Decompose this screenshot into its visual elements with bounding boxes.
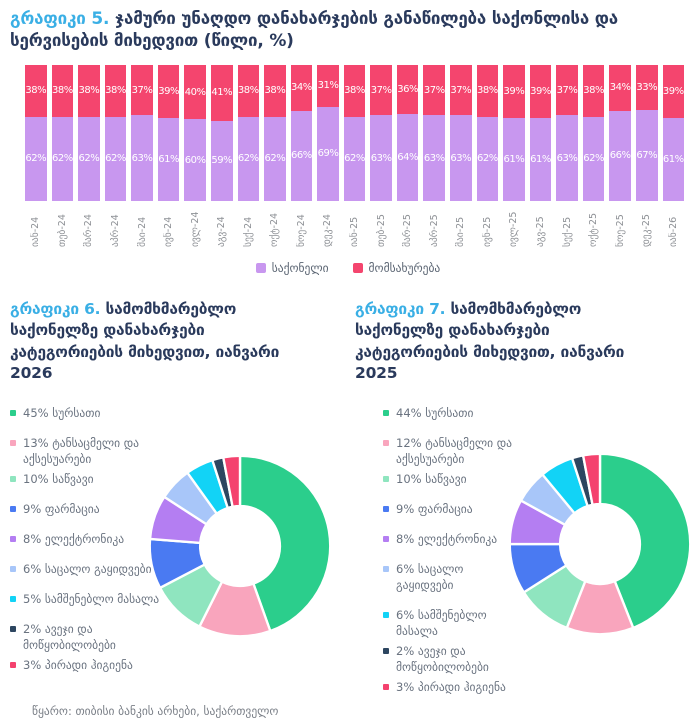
- segment-goods: [105, 117, 127, 201]
- segment-goods: [291, 111, 313, 201]
- segment-value-label: 37%: [370, 84, 392, 96]
- legend-swatch-services: [353, 263, 363, 273]
- segment-services: [423, 65, 445, 115]
- legend-label-clothing: 12% ტანსაცმელი და აქსესუარები: [396, 435, 512, 466]
- legend-swatch-hygiene: [383, 684, 389, 690]
- x-axis-label: ივნ-25: [481, 216, 493, 247]
- bar-stack: [238, 65, 260, 201]
- segment-value-label: 62%: [264, 153, 286, 165]
- bar-stack: [423, 65, 445, 201]
- segment-services: [663, 65, 685, 118]
- x-axis-label: აგვ-24: [216, 216, 228, 247]
- x-axis-label: ივნ-24: [163, 216, 175, 247]
- x-axis-tick: [344, 201, 366, 247]
- legend-swatch-electronics: [10, 536, 16, 542]
- legend-label-electronics: 8% ელექტრონიკა: [23, 531, 125, 546]
- segment-goods: [184, 119, 206, 201]
- segment-goods: [211, 121, 233, 201]
- segment-value-label: 59%: [211, 155, 233, 167]
- bar-column-თებ-24: [52, 65, 74, 247]
- x-axis-label: მარ-24: [83, 214, 95, 247]
- segment-services: [52, 65, 74, 117]
- x-axis-label: თებ-24: [56, 214, 68, 247]
- legend-item-services: [353, 261, 441, 275]
- segment-value-label: 63%: [450, 152, 472, 164]
- segment-value-label: 37%: [131, 84, 153, 96]
- segment-services: [238, 65, 260, 117]
- bar-stack: [158, 65, 180, 201]
- legend-item-goods: [256, 261, 329, 275]
- bar-column-მარ-25: [397, 65, 419, 247]
- legend-label-fuel: 10% საწვავი: [23, 471, 94, 486]
- legend-label-pharmacy: 9% ფარმაცია: [396, 501, 473, 516]
- legend-label-furniture: 2% ავეჯი და მოწყობილობები: [23, 621, 116, 652]
- bar-stack: [663, 65, 685, 201]
- segment-value-label: 64%: [397, 151, 419, 163]
- legend-label-hygiene: 3% პირადი ჰიგიენა: [396, 679, 506, 694]
- legend-swatch-electronics: [383, 536, 389, 542]
- x-axis-tick: [609, 201, 631, 247]
- segment-value-label: 62%: [344, 153, 365, 165]
- segment-value-label: 62%: [78, 153, 100, 165]
- x-axis-label: თებ-25: [375, 214, 387, 247]
- segment-goods: [423, 115, 445, 201]
- x-axis-tick: [477, 201, 499, 247]
- x-axis-label: მარ-25: [402, 214, 414, 247]
- segment-goods: [556, 115, 578, 201]
- bar-stack: [397, 65, 419, 201]
- bar-column-აპრ-24: [105, 65, 127, 247]
- segment-services: [78, 65, 100, 117]
- segment-value-label: 31%: [317, 80, 339, 92]
- segment-value-label: 61%: [662, 153, 684, 165]
- segment-goods: [344, 117, 366, 201]
- graph7-title-text: სამომხმარებლო საქონელზე დანახარჯები კატეგორიების მიხედვით, იანვარი 2025: [355, 299, 625, 382]
- segment-goods: [370, 115, 392, 201]
- segment-value-label: 37%: [556, 84, 578, 96]
- x-axis-tick: [397, 201, 419, 247]
- bar-stack: [370, 65, 392, 201]
- segment-services: [583, 65, 605, 117]
- bar-column-ოქტ-24: [264, 65, 286, 247]
- bar-column-მარ-24: [78, 65, 100, 247]
- segment-value-label: 38%: [78, 85, 100, 97]
- x-axis-tick: [636, 201, 658, 247]
- legend-swatch-hygiene: [10, 662, 16, 668]
- x-axis-label: აგვ-25: [534, 216, 546, 247]
- segment-value-label: 38%: [264, 85, 286, 97]
- x-axis-tick: [238, 201, 260, 247]
- segment-services: [211, 65, 233, 121]
- segment-value-label: 67%: [636, 149, 658, 161]
- segment-value-label: 40%: [184, 86, 206, 98]
- segment-goods: [609, 111, 631, 201]
- graph6-title: [10, 299, 282, 393]
- segment-value-label: 63%: [423, 152, 445, 164]
- x-axis-tick: [211, 201, 233, 247]
- report-page: [0, 8, 696, 727]
- x-axis-tick: [503, 201, 525, 247]
- x-axis-tick: [530, 201, 552, 247]
- x-axis-label: მაი-24: [136, 216, 148, 247]
- x-axis-tick: [663, 201, 685, 247]
- bar-stack: [317, 65, 339, 201]
- segment-goods: [78, 117, 100, 201]
- segment-value-label: 66%: [291, 150, 312, 162]
- x-axis-label: ივლ-25: [508, 211, 520, 247]
- graph6-title-number: გრაფიკი 6.: [10, 299, 101, 318]
- segment-goods: [663, 118, 685, 201]
- legend-label-construction: 5% სამშენებლო მასალა: [23, 591, 160, 606]
- bar-column-ივლ-24: [184, 65, 206, 247]
- legend-item-electronics: [383, 531, 515, 547]
- segment-value-label: 62%: [51, 153, 73, 165]
- legend-swatch-fuel: [10, 476, 16, 482]
- segment-services: [503, 65, 525, 118]
- bar-stack: [78, 65, 100, 201]
- legend-swatch-clothing: [383, 440, 389, 446]
- legend-swatch-pharmacy: [10, 506, 16, 512]
- x-axis-label: სექ-25: [561, 216, 573, 247]
- segment-goods: [52, 117, 74, 201]
- segment-value-label: 41%: [211, 87, 233, 99]
- legend-label-clothing: 13% ტანსაცმელი და აქსესუარები: [23, 435, 139, 466]
- legend-swatch-furniture: [383, 648, 389, 654]
- segment-value-label: 62%: [237, 153, 259, 165]
- bar-stack: [450, 65, 472, 201]
- segment-services: [131, 65, 153, 115]
- segment-value-label: 39%: [662, 85, 684, 97]
- bar-stack: [105, 65, 127, 201]
- legend-swatch-fuel: [383, 476, 389, 482]
- bar-stack: [556, 65, 578, 201]
- legend-label-fuel: 10% საწვავი: [396, 471, 467, 486]
- x-axis-label: ნოე-24: [295, 214, 307, 247]
- segment-value-label: 39%: [530, 85, 551, 97]
- segment-services: [158, 65, 180, 118]
- segment-value-label: 38%: [476, 85, 498, 97]
- segment-goods: [317, 107, 339, 201]
- graph7-chart-area: [355, 405, 686, 694]
- legend-label-retail: 6% საცალო გაყიდვები: [23, 561, 152, 576]
- legend-label-retail: 6% საცალო გაყიდვები: [396, 561, 464, 592]
- bar-column-თებ-25: [370, 65, 392, 247]
- legend-swatch-goods: [256, 263, 266, 273]
- segment-value-label: 39%: [503, 85, 525, 97]
- x-axis-label: ოქტ-24: [269, 212, 281, 247]
- x-axis-tick: [583, 201, 605, 247]
- legend-label-pharmacy: 9% ფარმაცია: [23, 501, 100, 516]
- graph7-donut-chart: [505, 449, 695, 639]
- segment-value-label: 36%: [397, 83, 419, 95]
- legend-label-construction: 6% სამშენებლო მასალა: [396, 607, 487, 638]
- segment-services: [264, 65, 286, 117]
- segment-value-label: 38%: [105, 85, 126, 97]
- x-axis-label: იან-26: [667, 216, 679, 247]
- segment-services: [184, 65, 206, 119]
- segment-goods: [131, 115, 153, 201]
- segment-value-label: 34%: [291, 82, 312, 94]
- bar-chart-legend: [0, 261, 696, 275]
- x-axis-tick: [317, 201, 339, 247]
- bar-column-აგვ-24: [211, 65, 233, 247]
- segment-services: [317, 65, 339, 107]
- x-axis-tick: [423, 201, 445, 247]
- graph5-title-text: ჯამური უნაღდო დანახარჯების განაწილება საქონლისა და სერვისების მიხედვით (წილი, %): [10, 9, 618, 52]
- x-axis-tick: [556, 201, 578, 247]
- legend-swatch-retail: [10, 566, 16, 572]
- x-axis-tick: [25, 201, 47, 247]
- segment-value-label: 39%: [158, 85, 179, 97]
- segment-services: [450, 65, 472, 115]
- segment-services: [530, 65, 552, 118]
- bar-chart: [25, 65, 684, 247]
- segment-value-label: 38%: [583, 85, 604, 97]
- x-axis-tick: [264, 201, 286, 247]
- bar-stack: [503, 65, 525, 201]
- segment-services: [370, 65, 392, 115]
- x-axis-label: დეკ-25: [641, 213, 653, 247]
- bar-stack: [291, 65, 313, 201]
- segment-value-label: 38%: [51, 85, 73, 97]
- graph7-title: [355, 299, 627, 393]
- bar-column-აპრ-25: [423, 65, 445, 247]
- segment-value-label: 62%: [105, 153, 126, 165]
- legend-item-pharmacy: [383, 501, 515, 517]
- bar-stack: [184, 65, 206, 201]
- legend-swatch-furniture: [10, 626, 16, 632]
- segment-value-label: 62%: [25, 153, 47, 165]
- x-axis-tick: [78, 201, 100, 247]
- segment-value-label: 69%: [317, 148, 339, 160]
- segment-value-label: 62%: [583, 153, 604, 165]
- graph6-title-text: სამომხმარებლო საქონელზე დანახარჯები კატეგორიების მიხედვით, იანვარი 2026: [10, 299, 280, 382]
- segment-services: [291, 65, 313, 111]
- bar-stack: [609, 65, 631, 201]
- x-axis-tick: [158, 201, 180, 247]
- bar-stack: [530, 65, 552, 201]
- segment-value-label: 34%: [609, 82, 631, 94]
- donut-charts-row: [10, 299, 686, 694]
- segment-value-label: 62%: [476, 153, 498, 165]
- x-axis-label: აპრ-24: [109, 214, 121, 247]
- legend-label-food: 45% სურსათი: [23, 405, 101, 420]
- segment-services: [556, 65, 578, 115]
- segment-goods: [583, 117, 605, 201]
- x-axis-tick: [184, 201, 206, 247]
- legend-label-food: 44% სურსათი: [396, 405, 474, 420]
- legend-swatch-construction: [383, 612, 389, 618]
- segment-services: [344, 65, 366, 117]
- legend-item-food: [10, 405, 172, 421]
- bar-stack: [636, 65, 658, 201]
- segment-value-label: 38%: [25, 85, 47, 97]
- segment-goods: [158, 118, 180, 201]
- segment-value-label: 61%: [503, 153, 525, 165]
- bar-stack: [344, 65, 366, 201]
- x-axis-tick: [291, 201, 313, 247]
- bar-column-სექ-25: [556, 65, 578, 247]
- x-axis-tick: [450, 201, 472, 247]
- segment-value-label: 38%: [344, 85, 365, 97]
- segment-value-label: 61%: [158, 153, 179, 165]
- segment-goods: [530, 118, 552, 201]
- x-axis-label: აპრ-25: [428, 214, 440, 247]
- x-axis-label: მაი-25: [455, 216, 467, 247]
- graph6-donut-chart: [145, 451, 335, 641]
- graph7-section: [355, 299, 686, 694]
- bar-stack: [264, 65, 286, 201]
- legend-item-clothing: [383, 435, 515, 467]
- legend-swatch-clothing: [10, 440, 16, 446]
- legend-item-hygiene: [383, 679, 515, 695]
- segment-goods: [238, 117, 260, 201]
- x-axis-label: იან-24: [30, 216, 42, 247]
- segment-value-label: 61%: [530, 153, 551, 165]
- segment-value-label: 63%: [370, 152, 392, 164]
- legend-label-services: მომსახურება: [368, 260, 441, 275]
- bar-stack: [477, 65, 499, 201]
- bar-column-დეკ-24: [317, 65, 339, 247]
- legend-label-hygiene: 3% პირადი ჰიგიენა: [23, 657, 133, 672]
- segment-goods: [397, 114, 419, 201]
- legend-item-furniture: [383, 643, 515, 675]
- x-axis-label: ნოე-25: [614, 214, 626, 247]
- x-axis-tick: [370, 201, 392, 247]
- bar-column-იან-24: [25, 65, 47, 247]
- legend-label-goods: საქონელი: [271, 260, 329, 275]
- segment-services: [105, 65, 127, 117]
- segment-value-label: 60%: [184, 154, 206, 166]
- bar-stack: [131, 65, 153, 201]
- x-axis-label: დეკ-24: [322, 213, 334, 247]
- legend-label-furniture: 2% ავეჯი და მოწყობილობები: [396, 643, 489, 674]
- bar-column-ოქტ-25: [583, 65, 605, 247]
- bar-stack: [52, 65, 74, 201]
- segment-value-label: 63%: [556, 152, 578, 164]
- segment-goods: [503, 118, 525, 201]
- bar-column-იან-26: [663, 65, 685, 247]
- bar-stack: [583, 65, 605, 201]
- legend-swatch-food: [10, 410, 16, 416]
- source-note: წყარო: თიბისი ბანკის არხები, საქართველო: [32, 704, 279, 718]
- segment-services: [397, 65, 419, 114]
- segment-goods: [450, 115, 472, 201]
- bar-stack: [25, 65, 47, 201]
- legend-item-hygiene: [10, 657, 172, 673]
- x-axis-tick: [105, 201, 127, 247]
- segment-goods: [264, 117, 286, 201]
- legend-swatch-food: [383, 410, 389, 416]
- segment-goods: [636, 110, 658, 201]
- graph6-chart-area: [10, 405, 341, 683]
- graph5-title: [10, 8, 665, 53]
- x-axis-tick: [131, 201, 153, 247]
- graph7-title-number: გრაფიკი 7.: [355, 299, 446, 318]
- x-axis-label: ივლ-24: [189, 211, 201, 247]
- bar-column-მაი-24: [131, 65, 153, 247]
- graph6-section: [10, 299, 341, 683]
- bar-column-ივნ-25: [477, 65, 499, 247]
- segment-goods: [477, 117, 499, 201]
- legend-item-construction: [383, 607, 515, 639]
- graph5-title-number: გრაფიკი 5.: [10, 9, 110, 29]
- segment-services: [636, 65, 658, 110]
- legend-label-electronics: 8% ელექტრონიკა: [396, 531, 498, 546]
- segment-services: [609, 65, 631, 111]
- x-axis-label: ოქტ-25: [588, 212, 600, 247]
- bar-column-მაი-25: [450, 65, 472, 247]
- x-axis-tick: [52, 201, 74, 247]
- graph7-legend: [383, 405, 515, 709]
- bar-column-ნოე-24: [291, 65, 313, 247]
- legend-swatch-pharmacy: [383, 506, 389, 512]
- segment-value-label: 66%: [609, 150, 631, 162]
- segment-value-label: 37%: [423, 84, 445, 96]
- bar-column-ივლ-25: [503, 65, 525, 247]
- segment-goods: [25, 117, 47, 201]
- bar-column-დეკ-25: [636, 65, 658, 247]
- segment-services: [25, 65, 47, 117]
- legend-swatch-retail: [383, 566, 389, 572]
- x-axis-label: იან-25: [349, 216, 361, 247]
- bar-column-ნოე-25: [609, 65, 631, 247]
- bar-column-ივნ-24: [158, 65, 180, 247]
- segment-value-label: 38%: [237, 85, 259, 97]
- bar-column-იან-25: [344, 65, 366, 247]
- legend-item-fuel: [383, 471, 515, 487]
- legend-item-retail: [383, 561, 515, 593]
- legend-item-food: [383, 405, 515, 421]
- legend-swatch-construction: [10, 596, 16, 602]
- segment-value-label: 63%: [131, 152, 153, 164]
- bar-column-აგვ-25: [530, 65, 552, 247]
- bar-stack: [211, 65, 233, 201]
- segment-value-label: 37%: [450, 84, 472, 96]
- x-axis-label: სექ-24: [242, 216, 254, 247]
- segment-services: [477, 65, 499, 117]
- segment-value-label: 33%: [636, 81, 658, 93]
- bar-column-სექ-24: [238, 65, 260, 247]
